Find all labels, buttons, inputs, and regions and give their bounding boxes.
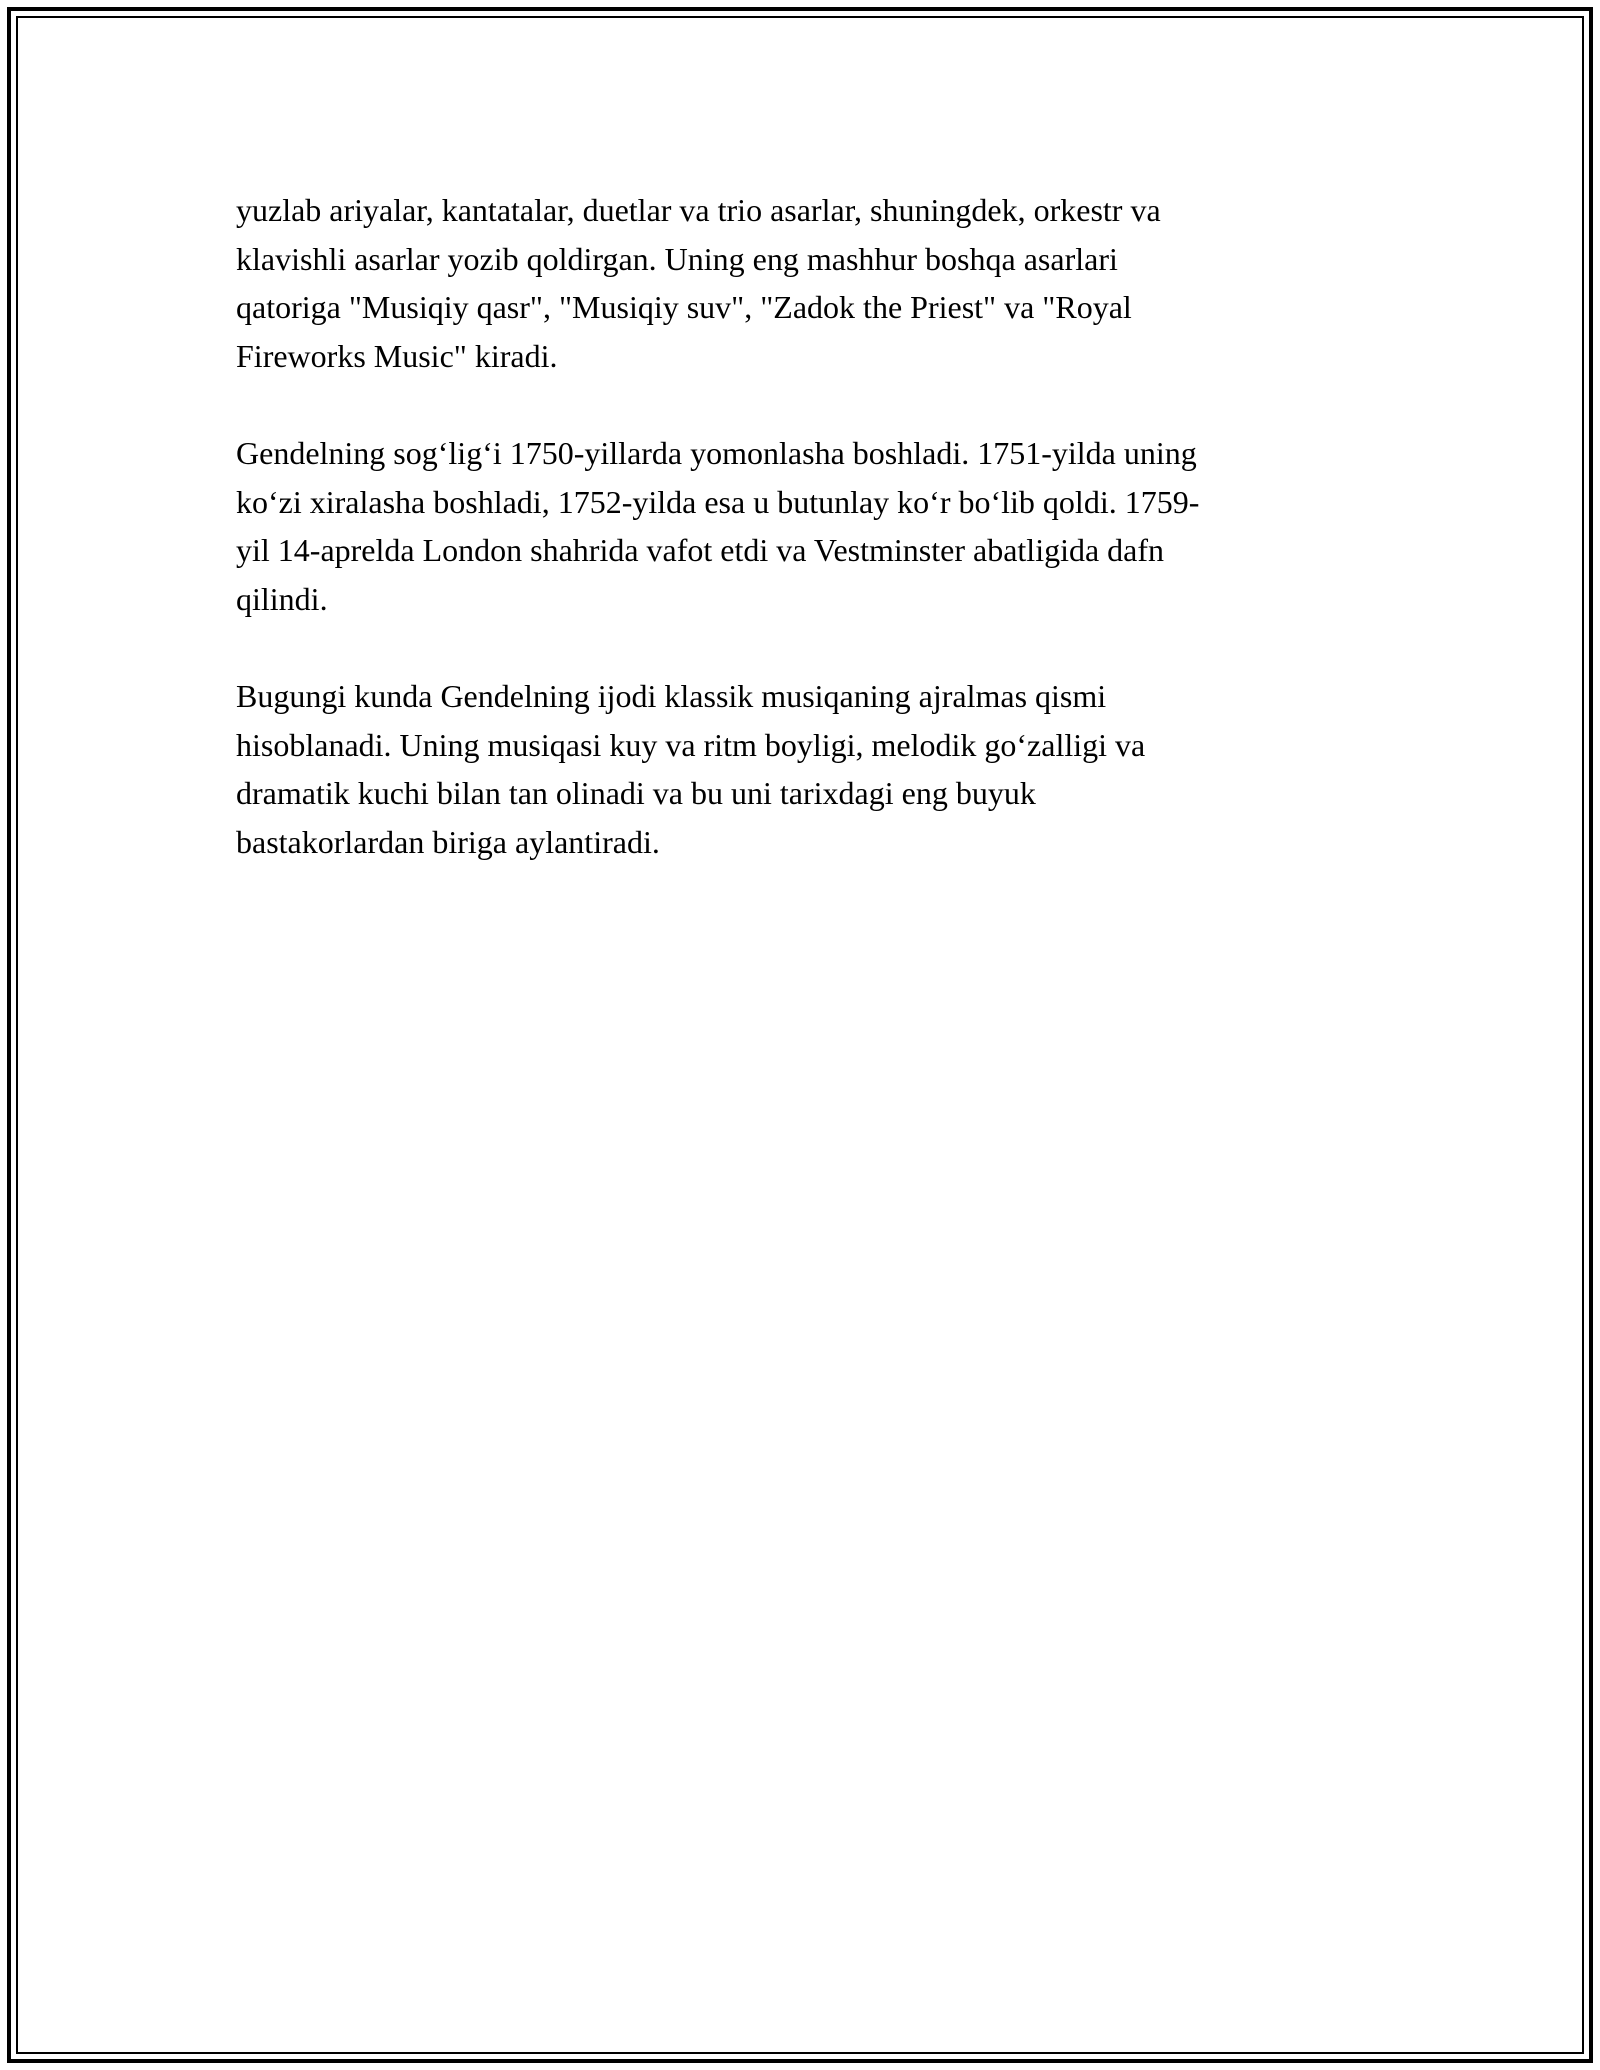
text-line: dramatik kuchi bilan tan olinadi va bu uni tarixdagi eng buyuk <box>236 775 1036 811</box>
text-line: yil 14-aprelda London shahrida vafot etdi va Vestminster abatligida dafn <box>236 532 1165 568</box>
paragraph-3 <box>236 672 1364 866</box>
text-line: Gendelning sog‘lig‘i 1750-yillarda yomonlasha boshladi. 1751-yilda uning <box>236 435 1197 471</box>
document-body <box>236 186 1364 915</box>
text-line: ko‘zi xiralasha boshladi, 1752-yilda esa u butunlay ko‘r bo‘lib qoldi. 1759- <box>236 483 1200 520</box>
text-line: klavishli asarlar yozib qoldirgan. Uning eng mashhur boshqa asarlari <box>236 240 1118 277</box>
text-line: hisoblanadi. Uning musiqasi kuy va ritm boyligi, melodik go‘zalligi va <box>236 726 1146 763</box>
paragraph-2 <box>236 429 1364 623</box>
text-line: bastakorlardan biriga aylantiradi. <box>236 823 660 860</box>
text-line: yuzlab ariyalar, kantatalar, duetlar va trio asarlar, shuningdek, orkestr va <box>236 192 1161 228</box>
text-line: Bugungi kunda Gendelning ijodi klassik musiqaning ajralmas qismi <box>236 678 1107 714</box>
text-line: qilindi. <box>236 580 328 617</box>
paragraph-1 <box>236 186 1364 380</box>
text-line: Fireworks Music" kiradi. <box>236 337 558 374</box>
text-line: qatoriga "Musiqiy qasr", "Musiqiy suv", "Zadok the Priest" va "Royal <box>236 289 1132 325</box>
